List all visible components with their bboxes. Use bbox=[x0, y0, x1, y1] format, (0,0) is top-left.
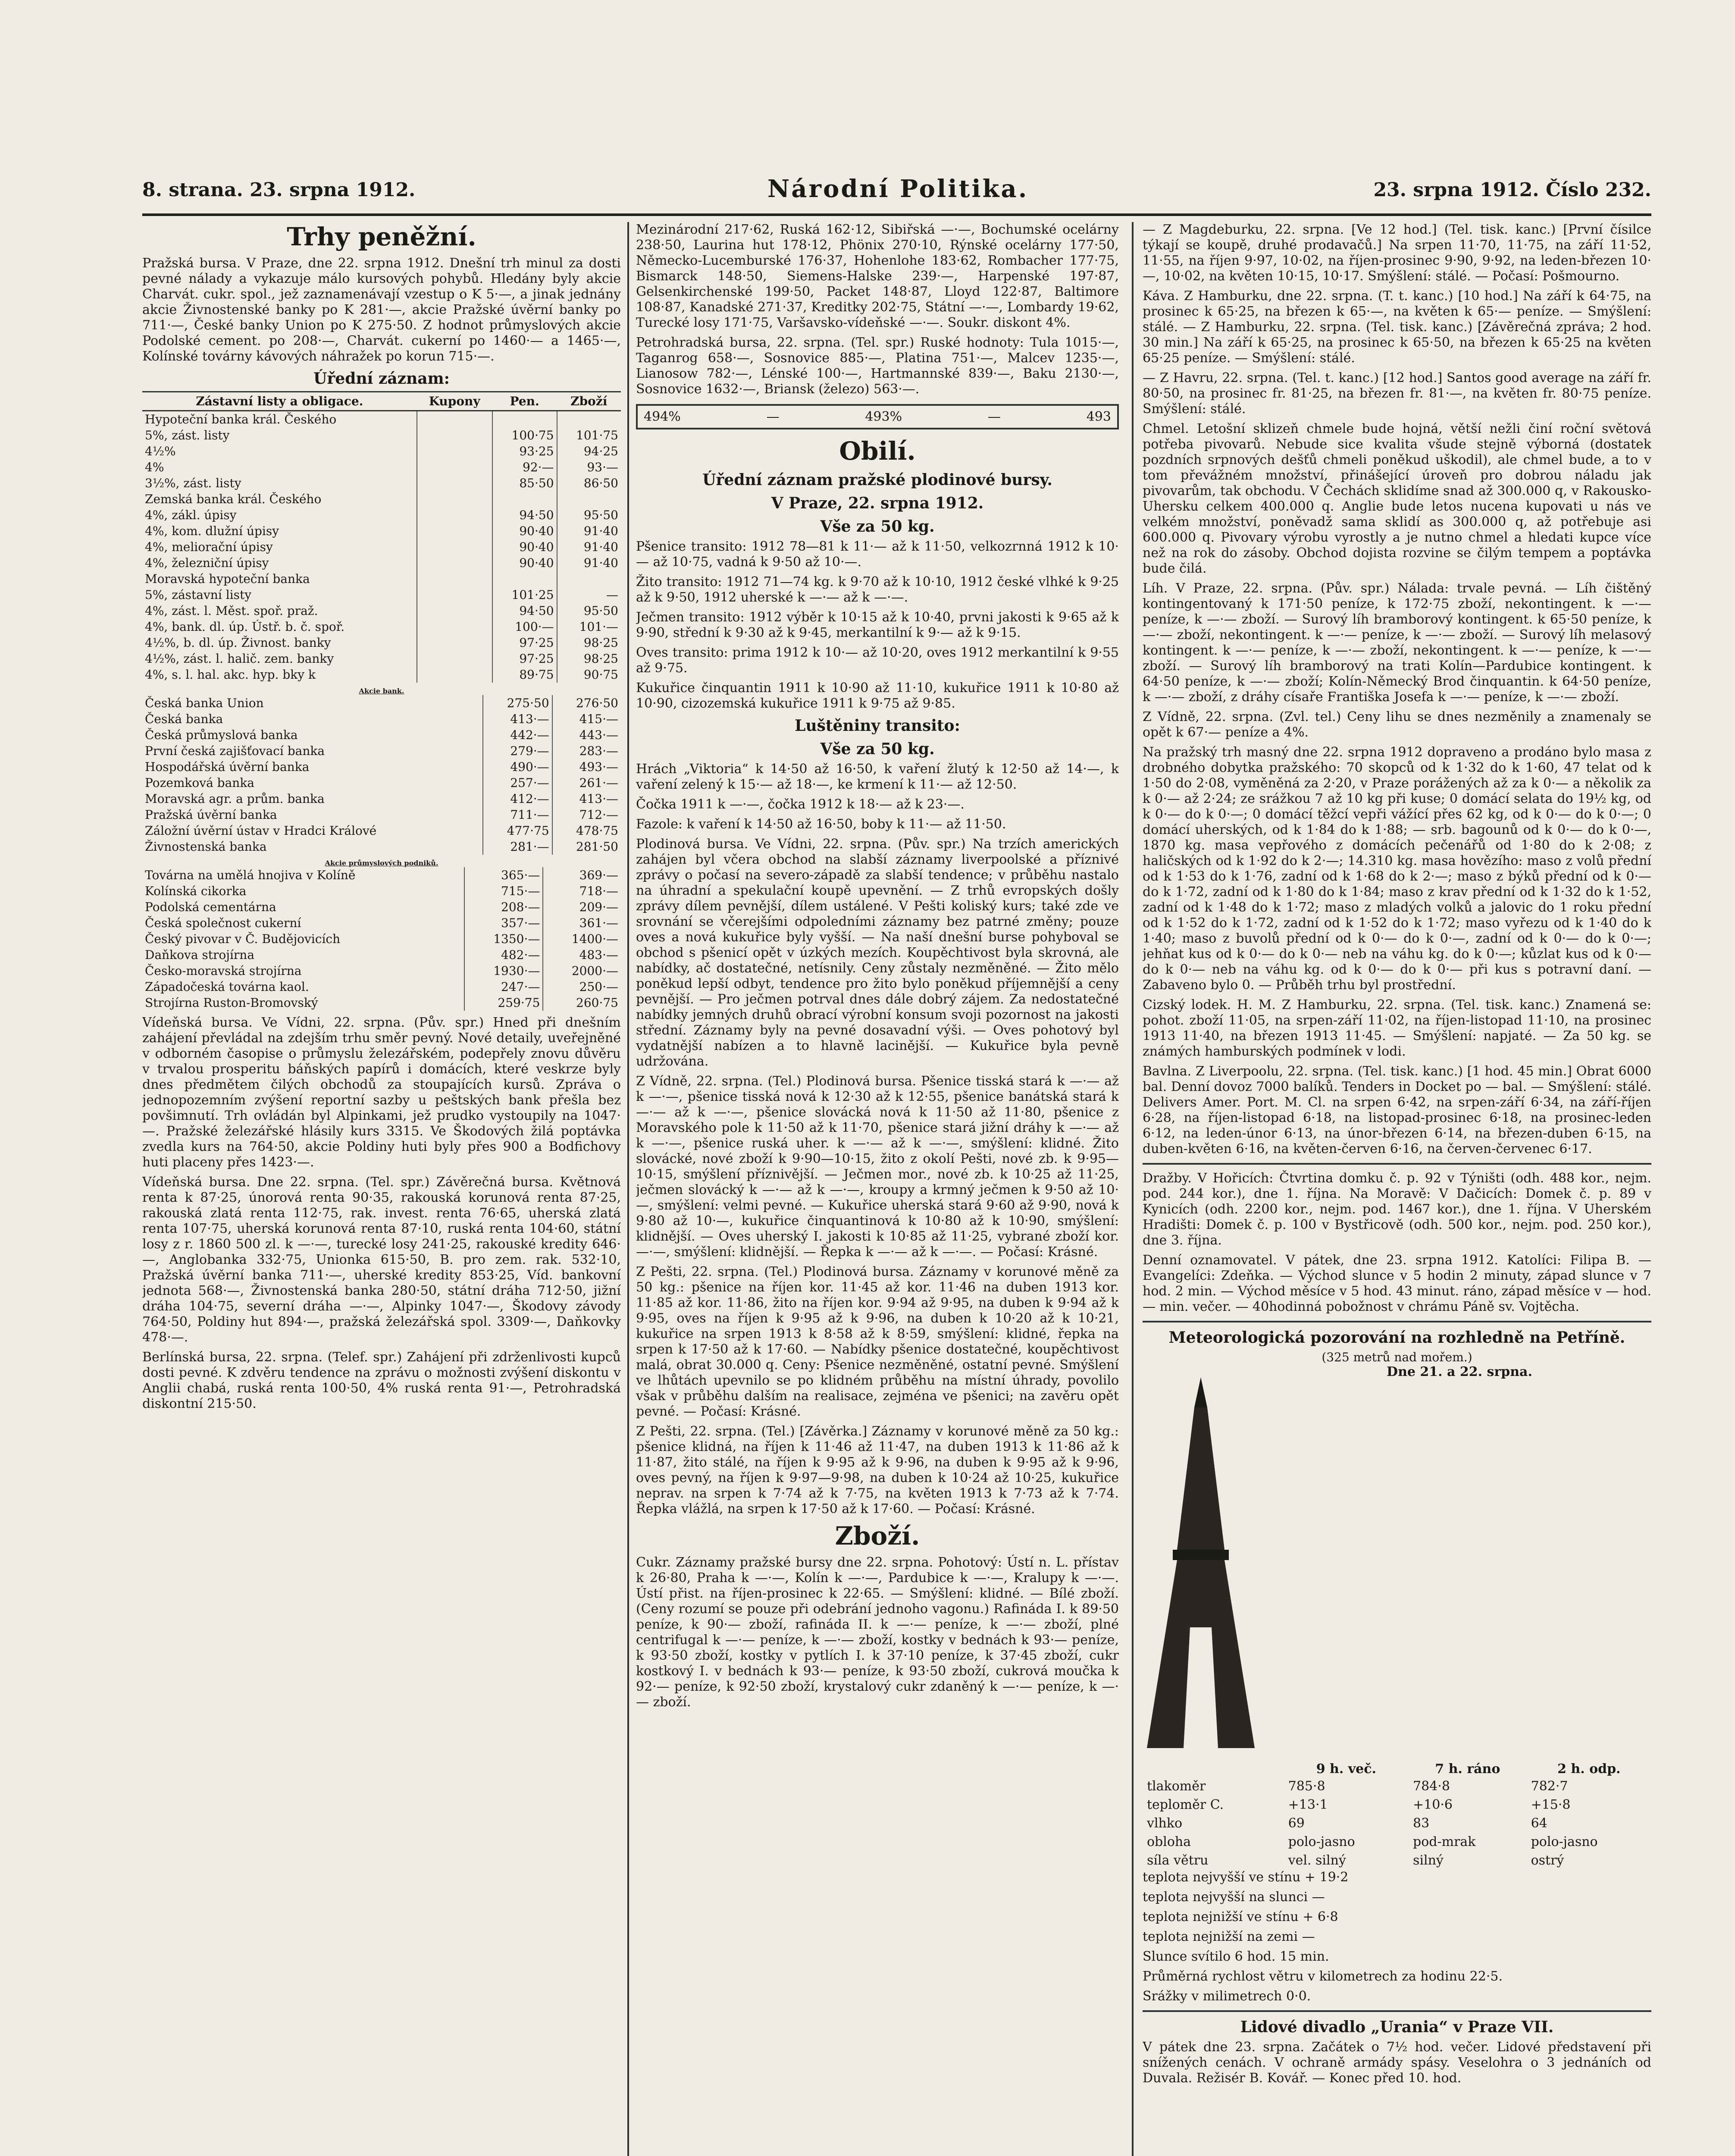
row-value bbox=[417, 667, 492, 683]
bond-row bbox=[142, 459, 621, 475]
row-label: teploměr C. bbox=[1147, 1797, 1224, 1812]
row-value: +10·6 bbox=[1413, 1797, 1453, 1812]
daily-announcer: Denní oznamovatel. V pátek, dne 23. srpna 1912. Katolíci: Filipa B. — Evangelíci: Zdeňka. — Východ slunce v 5 hodin 2 minuty, západ slunce v 7 hod. 2 min. — Východ měsíce v 5 hod. 43 minut. ráno, západ měsíce v — hod. — min. večer. — 40hodinná pobožnost v chrámu Páně sv. Vojtěcha. bbox=[1143, 1253, 1651, 1314]
petrin-tower-icon bbox=[1143, 1369, 1259, 1757]
grain-unit: Vše za 50 kg. bbox=[820, 517, 935, 536]
row-value: 101·75 bbox=[557, 427, 621, 443]
row-label: 4½%, b. dl. úp. Živnost. banky bbox=[145, 636, 331, 650]
divider bbox=[1143, 1321, 1651, 1322]
theatre-title: Lidové divadlo „Urania“ v Praze VII. bbox=[1240, 2018, 1554, 2036]
row-value: 365·— bbox=[464, 867, 543, 883]
industrial-shares-label: Akcie průmyslových podniků. bbox=[325, 859, 438, 867]
row-value: 415·— bbox=[552, 711, 621, 727]
meteo-corner bbox=[1143, 1761, 1284, 1777]
row-value: vel. silný bbox=[1288, 1853, 1346, 1868]
row-value bbox=[417, 507, 492, 523]
row-value: 1400·— bbox=[543, 931, 621, 947]
row-label: 4% bbox=[145, 460, 164, 474]
meteo-min-ground: teplota nejnižší na zemi — bbox=[1143, 1929, 1315, 1944]
row-value: 281·50 bbox=[552, 839, 621, 855]
row-value bbox=[557, 491, 621, 507]
row-value: 361·— bbox=[543, 915, 621, 931]
row-label: 4%, s. l. hal. akc. hyp. bky k bbox=[145, 667, 316, 682]
header-left: 8. strana. 23. srpna 1912. bbox=[142, 179, 416, 201]
masthead: Národní Politika. bbox=[767, 175, 1029, 203]
quote-box-value: 493 bbox=[1086, 409, 1111, 424]
row-value: 83 bbox=[1413, 1816, 1430, 1831]
meteo-sunshine: Slunce svítilo 6 hod. 15 min. bbox=[1143, 1949, 1329, 1964]
row-value: 93·— bbox=[557, 459, 621, 475]
row-value: 259·75 bbox=[464, 995, 543, 1011]
bond-row bbox=[142, 443, 621, 459]
row-label: 4%, meliorační úpisy bbox=[145, 540, 273, 554]
industrial-share-row bbox=[142, 915, 621, 931]
row-value: 101·25 bbox=[492, 587, 557, 603]
row-value: 482·— bbox=[464, 947, 543, 963]
row-label: Pozemková banka bbox=[145, 776, 254, 790]
industrial-share-row bbox=[142, 963, 621, 979]
row-value bbox=[417, 555, 492, 571]
row-value: 413·— bbox=[483, 711, 552, 727]
bank-shares-table bbox=[142, 695, 621, 855]
row-value: 90·40 bbox=[492, 555, 557, 571]
row-value: 276·50 bbox=[552, 695, 621, 711]
bank-share-row bbox=[142, 711, 621, 727]
row-value bbox=[417, 459, 492, 475]
row-value bbox=[417, 491, 492, 507]
meteo-row bbox=[1143, 1777, 1651, 1796]
bank-share-row bbox=[142, 695, 621, 711]
spirit-report: Líh. V Praze, 22. srpna. (Pův. spr.) Nálada: trvale pevná. — Líh čištěný kontingentovaný k 171·50 peníze, k 172·75 zboží, nekontingent. k —·— peníze, k —·— zboží. — Surový líh bramborový kontingent. k 65·50 peníze, k —·— zboží, nekontingent. k —·— peníze, k —·— zboží. — Surový líh melasový kontingent. k —·— peníze, k —·— zboží, nekontingent. k —·— peníze, k —·— zboží. — Surový líh bramborový na trati Kolín—Pardubice kontingent. k 64·50 peníze, k —·— zboží; Kolín-Německý Brod činquantin. k 64·50 peníze, k —·— zboží, z dráhy císaře Františka Josefa k —·— peníze, k —·— zboží. bbox=[1143, 581, 1651, 705]
meteo-max-shade: teplota nejvyšší ve stínu + 19·2 bbox=[1143, 1870, 1349, 1885]
row-value: 208·— bbox=[464, 899, 543, 915]
row-value bbox=[492, 411, 557, 428]
petersburg-bourse: Petrohradská bursa, 22. srpna. (Tel. spr.) Ruské hodnoty: Tula 1015·—, Taganrog 658·—, Sosnovice 885·—, Platina 751·—, Malcev 1235·—, Lianosow 782·—, Lénské 100·—, Hartmannské 839·—, Baku 2130·—, Sosnovice 1632·—, Briansk (železo) 563·—. bbox=[636, 335, 1119, 397]
row-value bbox=[417, 651, 492, 667]
industrial-share-row bbox=[142, 867, 621, 883]
row-label: tlakoměr bbox=[1147, 1779, 1206, 1794]
header-right: 23. srpna 1912. Číslo 232. bbox=[1373, 179, 1651, 201]
row-value: 94·25 bbox=[557, 443, 621, 459]
meteo-row bbox=[1143, 1851, 1651, 1870]
meteo-min-shade: teplota nejnižší ve stínu + 6·8 bbox=[1143, 1909, 1338, 1924]
budapest-grain-2: Z Pešti, 22. srpna. (Tel.) [Závěrka.] Záznamy v korunové měně za 50 kg.: pšenice klidná, na říjen k 11·46 až 11·47, na duben 1913 k 11·86 až k 11·87, žito stálé, na říjen k 9·95 až k 9·96, na duben k 9·95 až k 9·96, oves pevný, na říjen k 9·97—9·98, na duben k 10·24 až 10·25, kukuřice neprav. na srpen k 7·74 až k 7·75, na květen 1913 k 7·73 až k 7·74. Řepka vlážlá, na srpen k 17·50 až k 17·60. — Počasí: Krásné. bbox=[636, 1424, 1119, 1517]
row-value bbox=[417, 411, 492, 428]
row-value: 784·8 bbox=[1413, 1779, 1450, 1794]
row-label: 4%, železniční úpisy bbox=[145, 556, 269, 570]
bond-row bbox=[142, 539, 621, 555]
row-label: 3½%, zást. listy bbox=[145, 476, 241, 490]
row-value bbox=[557, 571, 621, 587]
row-label: Kolínská cikorka bbox=[145, 884, 247, 898]
berlin-bourse-report: Berlínská bursa, 22. srpna. (Telef. spr.) Zahájení při zdrženlivosti kupců dosti pevné. K zdvěru tendence na zprávu o možnosti zvýšení diskontu v Anglii chabá, ruská renta 100·50, 4% ruská renta 91·—, Petrohradská diskontní 215·50. bbox=[142, 1350, 621, 1411]
row-value: 712·— bbox=[552, 807, 621, 823]
row-value: 90·75 bbox=[557, 667, 621, 683]
bond-row bbox=[142, 555, 621, 571]
grain-subtitle: Úřední záznam pražské plodinové bursy. bbox=[702, 471, 1052, 489]
meteo-rain: Srážky v milimetrech 0·0. bbox=[1143, 1989, 1311, 2004]
official-quotes-label: Úřední záznam: bbox=[313, 370, 450, 388]
row-value bbox=[417, 619, 492, 635]
bond-row bbox=[142, 619, 621, 635]
auctions-notice: Dražby. V Hořicích: Čtvrtina domku č. p. 92 v Týništi (odh. 488 kor., nejm. pod. 244 kor.), dne 1. října. Na Moravě: V Dačicích: Domek č. p. 89 v Kynicích (odh. 2200 kor., nejm. pod. 1467 kor.), dne 1. října. V Uherském Hradišti: Domek č. p. 100 v Bystřicově (odh. 500 kor., nejm. pod. 250 kor.), dne 3. října. bbox=[1143, 1171, 1651, 1248]
row-value: 85·50 bbox=[492, 475, 557, 491]
row-label: 4%, bank. dl. úp. Ústř. b. č. spoř. bbox=[145, 620, 344, 634]
corn-transit: Kukuřice činquantin 1911 k 10·90 až 11·10, kukuřice 1911 k 10·80 až 10·90, cizozemská kukuřice 1911 k 9·75 až 9·85. bbox=[636, 680, 1119, 711]
budapest-grain-1: Z Pešti, 22. srpna. (Tel.) Plodinová bursa. Záznamy v korunové měně za 50 kg.: pšenice na říjen kor. 11·45 až kor. 11·46 na duben 1913 kor. 11·85 až kor. 11·86, žito na říjen kor. 9·94 až 9·95, na duben k 9·94 až k 9·95, oves na říjen k 9·95 až k 9·96, na duben k 10·20 až k 10·21, kukuřice na srpen 1913 k 8·58 až k 8·59, smýšlení: klidné, řepka na srpen k 17·50 až k 17·60. — Nabídky pšenice dostatečné, koupěchtivost malá, obrat 30.000 q. Ceny: Pšenice nezměněné, ostatní pevné. Smýšlení ve lhůtách upevnilo se po klidném průběhu na místní úhrady, povolilo však v průběhu dalším na realisace, zejména ve pšenici; na zavěru opět pevné. — Počasí: Krásné. bbox=[636, 1264, 1119, 1419]
goods-title: Zboží. bbox=[835, 1521, 920, 1551]
section-title-money: Trhy peněžní. bbox=[287, 222, 476, 251]
industrial-share-row bbox=[142, 883, 621, 899]
meteo-date: Dne 21. a 22. srpna. bbox=[1387, 1364, 1532, 1379]
row-label: Česká banka bbox=[145, 712, 223, 726]
barley-transit: Ječmen transito: 1912 výběr k 10·15 až k 10·40, prvni jakosti k 9·65 až k 9·90, střední k 9·30 až k 9·45, merkantilní k 9·— až k 9·15. bbox=[636, 610, 1119, 640]
row-value bbox=[417, 443, 492, 459]
row-value: 782·7 bbox=[1531, 1779, 1568, 1794]
row-value: 711·— bbox=[483, 807, 552, 823]
vienna-bourse-report: Vídeňská bursa. Ve Vídni, 22. srpna. (Pův. spr.) Hned při dnešním zahájení převládal na zdejším trhu směr pevný. Nové detaily, uveřejněné v odborném časopise o průmyslu železářském, podepřely znovu důvěru v trvalou prosperitu báňských papírů i domácích, které veskrze byly dnes předmětem čilých obchodů za stoupajících kursů. Zpráva o jednopozemním zvýšení reportní sazby u peštských bank přešla bez povšimnutí. Trh ovládán byl Alpinkami, jež prudko vystoupily na 1047·—. Pražské železářské hlásily kurs 3315. Ve Škodových žilá poptávka zvedla kurs na 764·50, akcie Poldiny huti byly přes 900 a Bodfichovy huti placeny přes 1423·—. bbox=[142, 1015, 621, 1170]
bond-row bbox=[142, 523, 621, 539]
divider bbox=[1143, 2010, 1651, 2012]
row-label: 4%, zást. l. Měst. spoř. praž. bbox=[145, 604, 318, 618]
row-label: Český pivovar v Č. Budějovicích bbox=[145, 932, 341, 946]
row-label: síla větru bbox=[1147, 1853, 1209, 1868]
industrial-share-row bbox=[142, 931, 621, 947]
row-value: 100·— bbox=[492, 619, 557, 635]
row-label: První česká zajišťovací banka bbox=[145, 744, 325, 758]
havre-report: — Z Havru, 22. srpna. (Tel. t. kanc.) [12 hod.] Santos good average na září fr. 80·50, na prosinec fr. 81·25, na březen fr. 81·—, na květen fr. 80·75 peníze. Smýšlení: stálé. bbox=[1143, 370, 1651, 417]
lentils-quote: Čočka 1911 k —·—, čočka 1912 k 18·— až k 23·—. bbox=[636, 797, 965, 812]
peas-quote: Hrách „Viktoria“ k 14·50 až 16·50, k vaření žlutý k 12·50 až 14·—, k vaření zelený k 15·— až 18·—, ke krmení k 11·— až 12·50. bbox=[636, 761, 1119, 792]
row-value: 413·— bbox=[552, 791, 621, 807]
column-header: Pen. bbox=[492, 392, 557, 411]
bond-row bbox=[142, 491, 621, 507]
row-label: Zemská banka král. Českého bbox=[145, 492, 322, 506]
row-value: 98·25 bbox=[557, 651, 621, 667]
row-value: 275·50 bbox=[483, 695, 552, 711]
spirit-vienna: Z Vídně, 22. srpna. (Zvl. tel.) Ceny lihu se dnes nezměnily a znamenaly se opět k 67·— peníze a 4%. bbox=[1143, 709, 1651, 740]
row-value: 209·— bbox=[543, 899, 621, 915]
row-value: 98·25 bbox=[557, 635, 621, 651]
row-value: 91·40 bbox=[557, 539, 621, 555]
row-value: 247·— bbox=[464, 979, 543, 995]
row-label: Daňkova strojírna bbox=[145, 948, 255, 962]
cotton-liverpool: Bavlna. Z Liverpoolu, 22. srpna. (Tel. tisk. kanc.) [1 hod. 45 min.] Obrat 6000 bal. Denní dovoz 7000 balíků. Tenders in Docket po — bal. — Smýšlení: stálé. Delivers Amer. Port. M. Cl. na srpen 6·42, na srpen-září 6·34, na září-říjen 6·28, na říjen-listopad 6·18, na listopad-prosinec 6·18, na prosinec-leden 6·12, na leden-únor 6·13, na únor-březen 6·14, na březen-duben 6·15, na duben-květen 6·16, na květen-červen 6·16, na červen-červenec 6·17. bbox=[1143, 1064, 1651, 1156]
row-value: 64 bbox=[1531, 1816, 1547, 1831]
quote-box-value: 494% bbox=[644, 409, 681, 424]
row-value: 279·— bbox=[483, 743, 552, 759]
row-label: Moravská hypoteční banka bbox=[145, 572, 310, 586]
row-value: 261·— bbox=[552, 775, 621, 791]
row-value bbox=[417, 587, 492, 603]
bank-share-row bbox=[142, 727, 621, 743]
row-value: +15·8 bbox=[1531, 1797, 1571, 1812]
row-value bbox=[417, 539, 492, 555]
cotton-hamburg: Cizský lodek. H. M. Z Hamburku, 22. srpna. (Tel. tisk. kanc.) Znamená se: pohot. zboží 11·05, na srpen-září 11·02, na říjen-listopad 11·10, na prosinec 1913 11·40, na březen 1913 11·45. — Smýšlení: napjaté. — Za 50 kg. se známých hamburských podmínek v lodi. bbox=[1143, 997, 1651, 1059]
row-value: 92·— bbox=[492, 459, 557, 475]
bank-shares-label: Akcie bank. bbox=[359, 687, 404, 695]
beans-quote: Fazole: k vaření k 14·50 až 16·50, boby k 11·— až 11·50. bbox=[636, 817, 1006, 832]
divider bbox=[1143, 1163, 1651, 1165]
row-label: Česká společnost cukerní bbox=[145, 916, 301, 930]
bond-row bbox=[142, 475, 621, 491]
rye-transit: Žito transito: 1912 71—74 kg. k 9·70 až k 10·10, 1912 české vlhké k 9·25 až k 9·50, 1912 uherské k —·— až k —·—. bbox=[636, 574, 1119, 605]
row-label: 4%, zákl. úpisy bbox=[145, 508, 237, 522]
industrial-shares-table bbox=[142, 867, 621, 1011]
column-rule-2 bbox=[1132, 222, 1134, 2156]
row-value bbox=[492, 571, 557, 587]
meteo-row bbox=[1143, 1796, 1651, 1814]
column-commodities bbox=[1143, 222, 1651, 2156]
row-value: 89·75 bbox=[492, 667, 557, 683]
bank-share-row bbox=[142, 807, 621, 823]
row-value bbox=[417, 635, 492, 651]
row-value: 442·— bbox=[483, 727, 552, 743]
bond-row bbox=[142, 587, 621, 603]
row-value: 785·8 bbox=[1288, 1779, 1325, 1794]
industrial-share-row bbox=[142, 979, 621, 995]
wheat-transit: Pšenice transito: 1912 78—81 k 11·— až k 11·50, velkozrnná 1912 k 10·— až 10·75, vadná k 9·50 až 10·—. bbox=[636, 539, 1119, 570]
row-value: 477·75 bbox=[483, 823, 552, 839]
row-value: 69 bbox=[1288, 1816, 1305, 1831]
sugar-report: Cukr. Záznamy pražské bursy dne 22. srpna. Pohotový: Ústí n. L. přístav k 26·80, Praha k —·—, Kolín k —·—, Pardubice k —·—, Kralupy k —·—. Ústí přist. na říjen-prosinec k 22·65. — Smýšlení: klidné. — Bílé zboží. (Ceny rozumí se pouze při odebrání jednoho vagonu.) Rafináda I. k 89·50 peníze, k 90·— zboží, rafináda II. k —·— peníze, k —·— zboží, plné centrifugal k —·— peníze, k —·— zboží, kostky v bednách k 93·— peníze, k 93·50 zboží, kostky v pytlích I. k 37·10 peníze, k 37·45 zboží, cukr kostkový I. v bednách k 93·— peníze, k 93·50 zboží, cukrová moučka k 92·— peníze, k 92·50 zboží, krystalový cukr zdaněný k —·— peníze, k —·— zboží. bbox=[636, 1555, 1119, 1710]
meteo-max-sun: teplota nejvyšší na slunci — bbox=[1143, 1890, 1325, 1905]
vienna-closing-report: Vídeňská bursa. Dne 22. srpna. (Tel. spr.) Závěrečná bursa. Květnová renta k 87·25, únorová renta 90·35, rakouská korunová renta 87·25, rakouská zlatá renta 112·75, rak. invest. renta 76·65, uherská zlatá renta 107·75, uherská korunová renta 87·10, ruská renta 104·60, státní losy z r. 1860 500 zl. k —·—, turecké losy 241·25, rakouské kredity 646·—, Anglobanka 332·75, Unionka 615·50, B. pro zem. rak. 532·10, Pražská úvěrní banka 711·—, uherské kredity 853·25, Víd. bankovní jednota 568·—, Živnostenská banka 280·50, státní dráha 712·50, jižní dráha 104·75, severní dráha —·—, Alpinky 1047·—, Škodovy závody 764·50, Poldiny hut 894·—, pražská železářská spol. 3309·—, Daňkovky 478·—. bbox=[142, 1175, 621, 1345]
bond-row bbox=[142, 635, 621, 651]
row-value: 412·— bbox=[483, 791, 552, 807]
row-value bbox=[417, 571, 492, 587]
row-value: 260·75 bbox=[543, 995, 621, 1011]
meteo-column-header: 9 h. več. bbox=[1316, 1761, 1376, 1777]
row-value bbox=[417, 475, 492, 491]
row-value: ostrý bbox=[1531, 1853, 1564, 1868]
bank-share-row bbox=[142, 823, 621, 839]
row-label: Česko-moravská strojírna bbox=[145, 964, 302, 978]
row-value: 95·50 bbox=[557, 603, 621, 619]
row-value: 357·— bbox=[464, 915, 543, 931]
bank-share-row bbox=[142, 775, 621, 791]
meteo-column-header: 7 h. ráno bbox=[1435, 1761, 1500, 1777]
column-header: Kupony bbox=[417, 392, 492, 411]
theatre-notice: V pátek dne 23. srpna. Začátek o 7½ hod. večer. Lidové představení při snížených cenách. V ochraně armády spásy. Veselohra o 3 jednáních od Duvala. Režisér B. Kovář. — Konec před 10. hod. bbox=[1143, 2040, 1651, 2086]
bond-row bbox=[142, 667, 621, 683]
row-label: 4½% bbox=[145, 444, 176, 458]
column-money-markets bbox=[142, 222, 621, 2156]
quote-box-value: — bbox=[766, 409, 780, 424]
column-header: Zboží bbox=[557, 392, 621, 411]
row-value: silný bbox=[1413, 1853, 1444, 1868]
row-value: 490·— bbox=[483, 759, 552, 775]
row-value: polo-jasno bbox=[1531, 1834, 1598, 1849]
coffee-report: Káva. Z Hamburku, dne 22. srpna. (T. t. kanc.) [10 hod.] Na září k 64·75, na prosinec k 65·25, na březen k 65·—, na květen k 65·— peníze. — Smýšlení: stálé. — Z Hamburku, 22. srpna. (Tel. tisk. kanc.) [Závěrečná zpráva; 2 hod. 30 min.] Na září k 65·25, na prosinec k 65·50, na březen k 65·25 na květen 65·25 peníze. — Smýšlení: stálé. bbox=[1143, 288, 1651, 366]
row-value: 493·— bbox=[552, 759, 621, 775]
column-grain bbox=[636, 222, 1119, 2156]
row-value: 715·— bbox=[464, 883, 543, 899]
berlin-continued: Mezinárodní 217·62, Ruská 162·12, Sibiřská —·—, Bochumské ocelárny 238·50, Laurina hut 178·12, Phönix 270·10, Rýnské ocelárny 177·50, Německo-Lucemburské 176·37, Hohenlohe 183·62, Rombacher 177·75, Bismarck 148·50, Siemens-Halske 239·—, Harpenské 197·87, Gelsenkirchenské 199·50, Packet 148·87, Lloyd 122·87, Baltimore 108·87, Kanadské 271·37, Kreditky 202·75, Státní —·—, Lombardy 19·62, Turecké losy 171·75, Varšavsko-vídeňské —·—. Soukr. diskont 4%. bbox=[636, 222, 1119, 330]
row-value: 93·25 bbox=[492, 443, 557, 459]
bond-row bbox=[142, 651, 621, 667]
row-value: 443·— bbox=[552, 727, 621, 743]
page-header bbox=[142, 175, 1651, 216]
row-value: 97·25 bbox=[492, 651, 557, 667]
vienna-grain-report: Plodinová bursa. Ve Vídni, 22. srpna. (Pův. spr.) Na trzích amerických zahájen byl včera obchod na slabší záznamy liverpoolské a příznivé zprávy o počasí na severo-západě za slabší tendence; v průběhu nastalo na úhradní a spekulační koupě upevnění. — Z trhů evropských došly zprávy dílem pevnější, dílem ustálené. V Pešti koliský kurs; také zde ve srovnání se včerejšími odpoledními záznamy bez patrné změny; pouze oves a nová kukuřice byly vyšší. — Na naší dnešní burse pohyboval se obchod s pšenicí opět v úzkých mezích. Koupěchtivost byla skrovná, ale nabídky, ač dostatečné, netísnily. Ceny zůstaly nezměněné. — Žito mělo poněkud lepší odbyt, tendence pro žito bylo poněkud příjemnější a ceny pevnější. — Pro ječmen potrval dnes dále dobrý zájem. Za nedostatečné nabídky jemných druhů obrací výrobní konsum svoji pozornost na jakosti střední. Záznamy byly na pevné dosavadní výši. — Oves pohotový byl vydatnější nabízen a to hlavně lacinější. — Kukuřice byla pevně udržována. bbox=[636, 837, 1119, 1069]
quote-box bbox=[636, 404, 1119, 429]
row-value: 97·25 bbox=[492, 635, 557, 651]
magdeburg-sugar: — Z Magdeburku, 22. srpna. [Ve 12 hod.] (Tel. tisk. kanc.) [První čísilce týkají se koupě, druhé prodavačů.] Na srpen 11·70, 11·75, na září 11·52, 11·55, na říjen 9·97, 10·02, na říjen-prosinec 9·90, 9·92, na leden-březen 10·—, 10·02, na květen 10·15, 10·17. Smýšlení: stálé. — Počasí: Pošmourno. bbox=[1143, 222, 1651, 284]
row-label: Podolská cementárna bbox=[145, 900, 276, 914]
row-value: 1930·— bbox=[464, 963, 543, 979]
row-label: Česká banka Union bbox=[145, 696, 264, 710]
row-label: Pražská úvěrní banka bbox=[145, 808, 277, 822]
row-value bbox=[417, 523, 492, 539]
quote-box-value: — bbox=[987, 409, 1001, 424]
column-header: Zástavní listy a obligace. bbox=[142, 392, 417, 411]
row-label: Záložní úvěrní ústav v Hradci Králové bbox=[145, 824, 377, 838]
row-label: 4%, kom. dlužní úpisy bbox=[145, 524, 279, 538]
row-value bbox=[557, 411, 621, 428]
row-value: 101·— bbox=[557, 619, 621, 635]
row-label: Továrna na umělá hnojiva v Kolíně bbox=[145, 868, 356, 882]
row-label: Hypoteční banka král. Českého bbox=[145, 412, 337, 426]
meteo-wind: Průměrná rychlost větru v kilometrech za hodinu 22·5. bbox=[1143, 1969, 1503, 1984]
bond-row bbox=[142, 427, 621, 443]
row-value: 91·40 bbox=[557, 555, 621, 571]
bank-share-row bbox=[142, 743, 621, 759]
meteo-subtitle: (325 metrů nad mořem.) bbox=[1322, 1350, 1472, 1364]
grain-title: Obilí. bbox=[839, 436, 916, 466]
row-value: 95·50 bbox=[557, 507, 621, 523]
industrial-share-row bbox=[142, 995, 621, 1011]
row-label: vlhko bbox=[1147, 1816, 1183, 1831]
row-value: 478·75 bbox=[552, 823, 621, 839]
hops-report: Chmel. Letošní sklizeň chmele bude hojná, větší nežli činí roční světová potřeba pivovarů. Nebude sice kvalita všude stejně výborná (dostatek pozdních srpnových dešťů chmeli poněkud uškodil), ale chmel bude, a to v tom převážném množství, přinášející úroveň pro dobrou náladu jak pivovarům, tak obchodu. V Čechách sklidíme snad až 300.000 q, v Rakousko-Uhersku celkem 400.000 q. Anglie bude letos nucena kupovati u nás ve velkém množství, poněvadž sama sklidí as 300.000 q, až potřebuje asi 600.000 q. Pivovary výrobu vyrostly a je nutno chmel a hledati kupce více než na rok do zásoby. Obchod dojista rozvine se čilým tempem a poptávka bude čilá. bbox=[1143, 421, 1651, 576]
bond-row bbox=[142, 571, 621, 587]
bonds-table bbox=[142, 391, 621, 683]
row-value: 718·— bbox=[543, 883, 621, 899]
prague-bourse-report: Pražská bursa. V Praze, dne 22. srpna 1912. Dnešní trh minul za dosti pevné nálady a vykazuje málo kursových pohybů. Hledány byly akcie Charvát. cukr. spol., jež zaznamenávají vzestup o K 5·—, a jinak jednány akcie Živnostenské banky po K 281·—, akcie Pražské úvěrní banky po 711·—, České banky Union po K 275·50. Z hodnot průmyslových akcie Podolské cement. po 208·—, Charvát. cukerní po 1460·— a 1465·—, Kolínské továrny kávových náhražek po korun 715·—. bbox=[142, 256, 621, 364]
bank-share-row bbox=[142, 839, 621, 855]
row-label: obloha bbox=[1147, 1834, 1191, 1849]
row-value: 100·75 bbox=[492, 427, 557, 443]
meat-market-report: Na pražský trh masný dne 22. srpna 1912 dopraveno a prodáno bylo masa z drobného dobytka pražského: 70 skopců od k 1·32 do k 1·60, 47 telat od k 1·50 do 2·08, vyměněná za 2·20, v Praze porážených až za k 0·— a několik za k 0·— až 2·24; ze srážkou 7 až 10 kg při kuse; 0 domácí selata do 19½ kg, od k 0·— do k 0·—; 0 domácí těžcí vepři vážící přes 62 kg, od k 0·— do k 0·—; 0 domácí uherských, od k 1·84 do k 1·88; — srb. bagounů od k 0·— do k 0·—, 1870 kg. masa vepřového z domácích pečenářů od 1·80 do k 2·08; z haličských od k 1·92 do k 2·—; 14.310 kg. masa hovězího: maso z volů přední od k 1·53 do k 1·76, zadní od k 1·68 do k 2·—; maso z býků přední od k 0·— do k 1·72, zadní od k 1·80 do k 1·84; maso z krav přední od k 1·32 do k 1·52, zadní od k 1·48 do k 1·72; maso z mladých volků a jalovic do 1 roku přední od k 1·52 do k 1·72, zadní od k 1·52 do k 1·72; maso vyřezu od k 1·40 do k 1·40; maso z buvolů přední od k 0·— do k 0·—, zadní od k 0·— do k 0·—; jehňat kus od k 0·— do k 0·— neb na váhu kg. do k 0·—; kůzlat kus od k 0·— do k 0·— neb na váhu kg. od k 0·— do k 0·— při kus s potravní daní. — Zabaveno bylo 0. — Průběh trhu byl prostřední. bbox=[1143, 745, 1651, 993]
row-value: 281·— bbox=[483, 839, 552, 855]
grain-date: V Praze, 22. srpna 1912. bbox=[771, 494, 984, 512]
row-label: 5%, zástavní listy bbox=[145, 588, 252, 602]
row-value: 283·— bbox=[552, 743, 621, 759]
bank-share-row bbox=[142, 759, 621, 775]
quote-box-value: 493% bbox=[865, 409, 902, 424]
meteo-column-header: 2 h. odp. bbox=[1557, 1761, 1621, 1777]
row-label: Živnostenská banka bbox=[145, 840, 267, 854]
row-value: 483·— bbox=[543, 947, 621, 963]
vienna-grain-quotes: Z Vídně, 22. srpna. (Tel.) Plodinová bursa. Pšenice tisská stará k —·— až k —·—, pšenice tisská nová k 12·30 až k 12·55, pšenice banátská stará k —·— až k —·—, pšenice slovácká nová k 11·50 až 11·80, pšenice z Moravského pole k 11·50 až k 11·70, pšenice stará jižní dráhy k —·— až k —·—, pšenice ruská uher. k —·— až k —·—, smýšlení: klidné. Žito slovácké, nové zboží k 9·90—10·15, žito z okolí Pešti, nové zb. k 9·95—10·15, smýšlení příznivější. — Ječmen mor., nové zb. k 10·25 až 11·25, ječmen slovácký k —·— až k —·—, kroupy a krmný ječmen k 9·50 až 10·—, smýšlení: velmi pevné. — Kukuřice uherská stará 9·60 až 9·90, nová k 9·80 až 10·—, kukuřice činquantinová k 10·80 až k 10·90, smýšlení: klidnější. — Oves uherský I. jakosti k 10·85 až 11·25, vybrané zboží kor. —·—, smýšlení: klidnější. — Řepka k —·— až k —·—. — Počasí: Krásné. bbox=[636, 1074, 1119, 1260]
row-value: 86·50 bbox=[557, 475, 621, 491]
row-value: pod-mrak bbox=[1413, 1834, 1476, 1849]
row-label: Česká průmyslová banka bbox=[145, 728, 298, 742]
row-label: Západočeská továrna kaol. bbox=[145, 980, 309, 994]
row-value bbox=[492, 491, 557, 507]
row-value: 257·— bbox=[483, 775, 552, 791]
row-value: 94·50 bbox=[492, 603, 557, 619]
row-label: Hospodářská úvěrní banka bbox=[145, 760, 310, 774]
row-value: 369·— bbox=[543, 867, 621, 883]
row-label: Moravská agr. a prům. banka bbox=[145, 792, 325, 806]
row-value: 250·— bbox=[543, 979, 621, 995]
row-value: 90·40 bbox=[492, 539, 557, 555]
row-label: 4½%, zást. l. halič. zem. banky bbox=[145, 652, 334, 666]
row-value bbox=[417, 427, 492, 443]
row-label: Strojírna Ruston-Bromovský bbox=[145, 996, 318, 1010]
row-value: 91·40 bbox=[557, 523, 621, 539]
bond-row bbox=[142, 507, 621, 523]
meteo-title: Meteorologická pozorování na rozhledně na Petříně. bbox=[1168, 1329, 1625, 1347]
row-label: 5%, zást. listy bbox=[145, 428, 230, 442]
bond-row bbox=[142, 603, 621, 619]
meteo-row bbox=[1143, 1833, 1651, 1851]
row-value: — bbox=[557, 587, 621, 603]
column-rule-1 bbox=[627, 222, 629, 2156]
oats-transit: Oves transito: prima 1912 k 10·— až 10·20, oves 1912 merkantilní k 9·55 až 9·75. bbox=[636, 645, 1119, 676]
row-value: 94·50 bbox=[492, 507, 557, 523]
industrial-share-row bbox=[142, 947, 621, 963]
row-value: 2000·— bbox=[543, 963, 621, 979]
row-value: 1350·— bbox=[464, 931, 543, 947]
bank-share-row bbox=[142, 791, 621, 807]
industrial-share-row bbox=[142, 899, 621, 915]
row-value: +13·1 bbox=[1288, 1797, 1328, 1812]
meteo-row bbox=[1143, 1814, 1651, 1833]
meteo-table bbox=[1143, 1761, 1651, 1870]
legumes-title: Luštěniny transito: bbox=[795, 717, 960, 735]
row-value bbox=[417, 603, 492, 619]
bond-row bbox=[142, 411, 621, 428]
row-value: 90·40 bbox=[492, 523, 557, 539]
row-value: polo-jasno bbox=[1288, 1834, 1355, 1849]
legumes-unit: Vše za 50 kg. bbox=[820, 740, 935, 758]
